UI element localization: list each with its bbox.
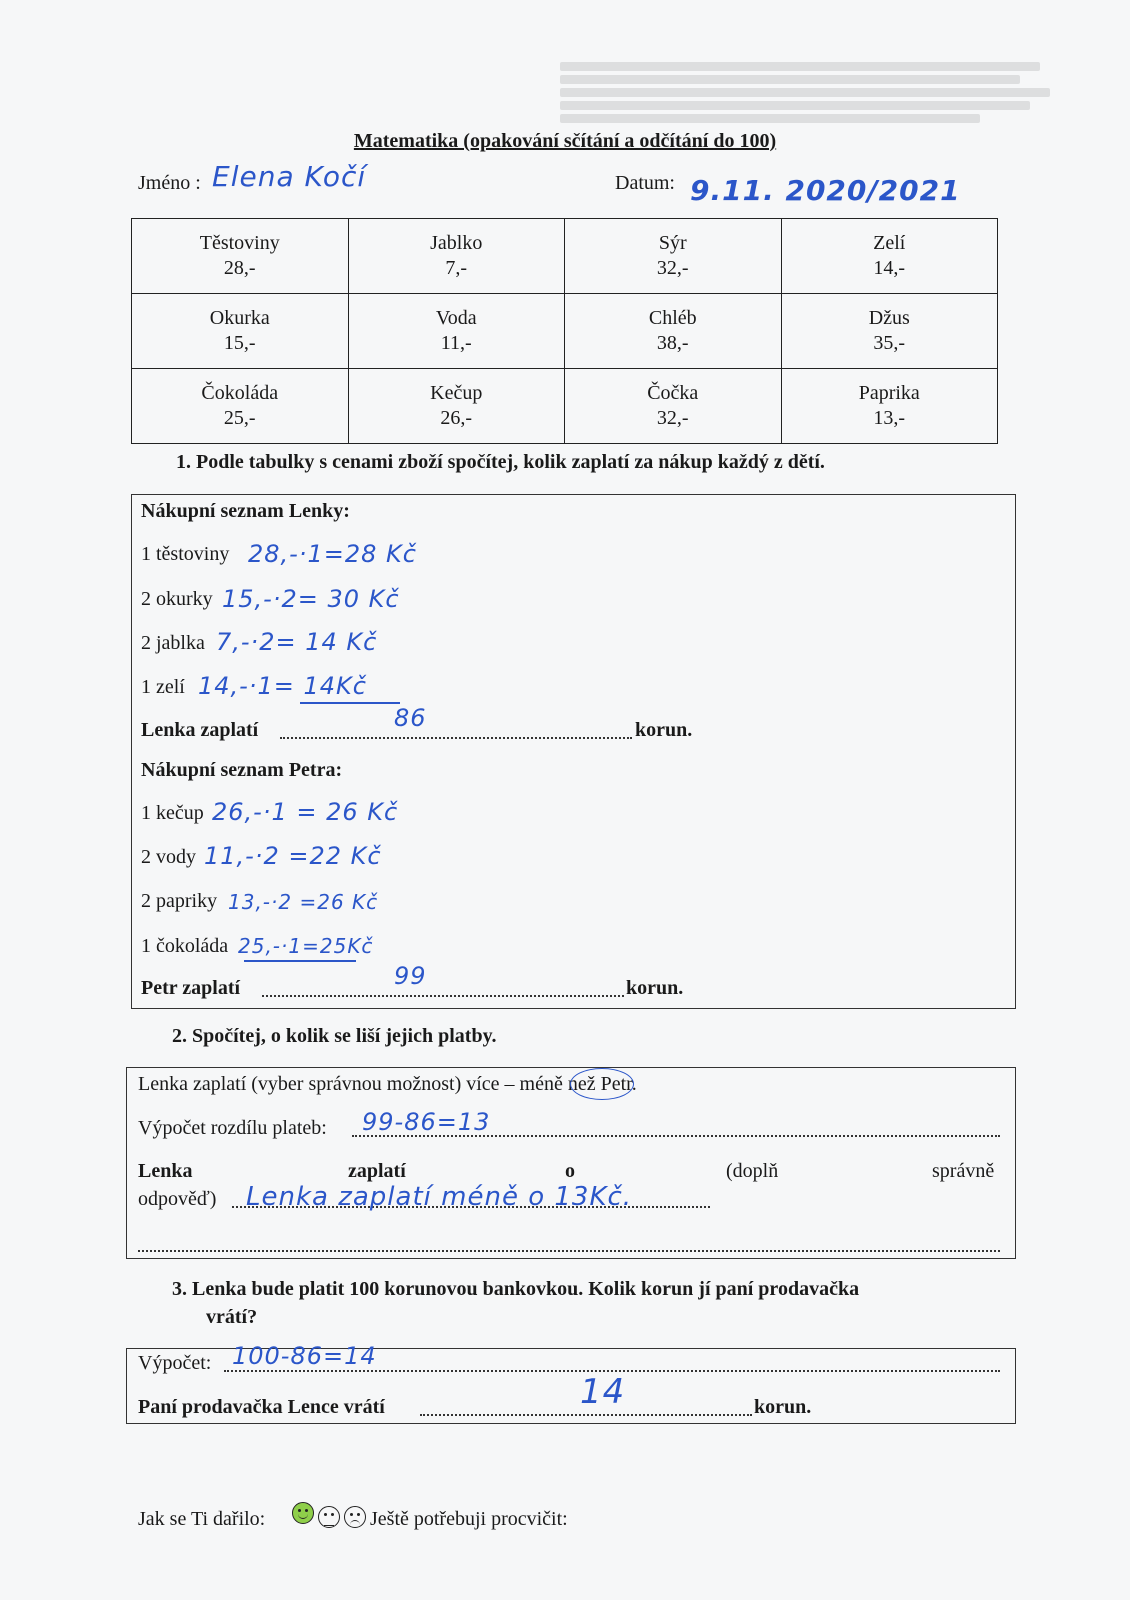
change-result-unit: korun. (754, 1396, 812, 1418)
chosen-option-circle (570, 1068, 634, 1100)
petr-total-unit: korun. (626, 977, 684, 999)
name-label: Jméno : (138, 172, 201, 194)
change-result-value: 14 (580, 1372, 626, 1412)
task3-heading-cont: vrátí? (206, 1306, 258, 1328)
change-calc-label: Výpočet: (138, 1352, 212, 1374)
task3-heading: 3. Lenka bude platit 100 korunovou bankovkou. Kolik korun jí paní prodavačka (172, 1278, 860, 1300)
answer-dots (280, 737, 632, 739)
neutral-face-icon (318, 1506, 340, 1528)
lenka-item-answer: 28,-·1=28 Kč (248, 540, 417, 568)
answer-dots (420, 1414, 752, 1416)
price-cell: Paprika 13,- (781, 369, 998, 444)
petr-total-label: Petr zaplatí (141, 977, 241, 999)
sum-underline (244, 960, 356, 962)
practice-label: Ještě potřebuji procvičit: (370, 1508, 568, 1530)
change-calc-value: 100-86=14 (232, 1342, 377, 1370)
lenka-list-title: Nákupní seznam Lenky: (141, 500, 350, 522)
difference-calc-value: 99-86=13 (362, 1108, 491, 1136)
answer-dots (138, 1250, 1000, 1252)
petr-item-label: 1 čokoláda (141, 935, 229, 957)
petr-item-label: 2 vody (141, 846, 196, 868)
petr-item-answer: 25,-·1=25Kč (238, 934, 374, 958)
answer-word: (doplň (726, 1160, 779, 1182)
price-cell: Kečup 26,- (348, 369, 565, 444)
difference-calc-label: Výpočet rozdílu plateb: (138, 1117, 327, 1139)
lenka-total-unit: korun. (635, 719, 693, 741)
lenka-item-label: 1 těstoviny (141, 543, 230, 565)
lenka-item-label: 1 zelí (141, 676, 185, 698)
self-evaluation-label: Jak se Ti dařilo: (138, 1508, 266, 1530)
price-cell: Těstoviny 28,- (132, 219, 349, 294)
lenka-item-label: 2 okurky (141, 588, 213, 610)
sad-face-icon (344, 1506, 366, 1528)
price-cell: Čočka 32,- (565, 369, 782, 444)
price-cell: Sýr 32,- (565, 219, 782, 294)
price-cell: Zelí 14,- (781, 219, 998, 294)
petr-total-value: 99 (394, 962, 427, 990)
lenka-item-label: 2 jablka (141, 632, 205, 654)
bleed-through-text (560, 58, 1060, 138)
petr-item-answer: 11,-·2 =22 Kč (204, 842, 382, 870)
price-cell: Okurka 15,- (132, 294, 349, 369)
answer-word: Lenka (138, 1160, 193, 1182)
worksheet-title: Matematika (opakování sčítání a odčítání do 100) (353, 130, 777, 152)
petr-item-answer: 13,-·2 =26 Kč (228, 890, 379, 914)
date-value: 9.11. 2020/2021 (690, 174, 961, 207)
answer-dots (262, 995, 624, 997)
task1-box (131, 494, 1016, 1009)
answer-word: o (565, 1160, 575, 1182)
choice-line: Lenka zaplatí (vyber správnou možnost) více – méně než Petr. (138, 1073, 637, 1095)
sum-underline (300, 702, 400, 704)
answer-word: správně (932, 1160, 995, 1182)
happy-face-icon (292, 1502, 314, 1524)
lenka-item-answer: 7,-·2= 14 Kč (216, 628, 378, 656)
name-value: Elena Kočí (212, 160, 367, 193)
date-label: Datum: (615, 172, 675, 194)
lenka-item-answer: 14,-·1= 14Kč (198, 672, 367, 700)
price-cell: Čokoláda 25,- (132, 369, 349, 444)
price-cell: Chléb 38,- (565, 294, 782, 369)
task2-heading: 2. Spočítej, o kolik se liší jejich platby. (172, 1025, 497, 1047)
lenka-total-label: Lenka zaplatí (141, 719, 259, 741)
answer-word: odpověď) (138, 1188, 217, 1210)
change-result-label: Paní prodavačka Lence vrátí (138, 1396, 385, 1418)
lenka-total-value: 86 (394, 704, 427, 732)
price-cell: Jablko 7,- (348, 219, 565, 294)
price-cell: Voda 11,- (348, 294, 565, 369)
petr-list-title: Nákupní seznam Petra: (141, 759, 343, 781)
price-cell: Džus 35,- (781, 294, 998, 369)
petr-item-label: 2 papriky (141, 890, 218, 912)
petr-item-label: 1 kečup (141, 802, 204, 824)
answer-word: zaplatí (348, 1160, 406, 1182)
price-table (131, 218, 998, 444)
task1-heading: 1. Podle tabulky s cenami zboží spočítej, kolik zaplatí za nákup každý z dětí. (176, 451, 825, 473)
difference-answer-value: Lenka zaplatí méně o 13Kč. (246, 1182, 633, 1212)
lenka-item-answer: 15,-·2= 30 Kč (222, 585, 400, 613)
petr-item-answer: 26,-·1 = 26 Kč (212, 798, 399, 826)
